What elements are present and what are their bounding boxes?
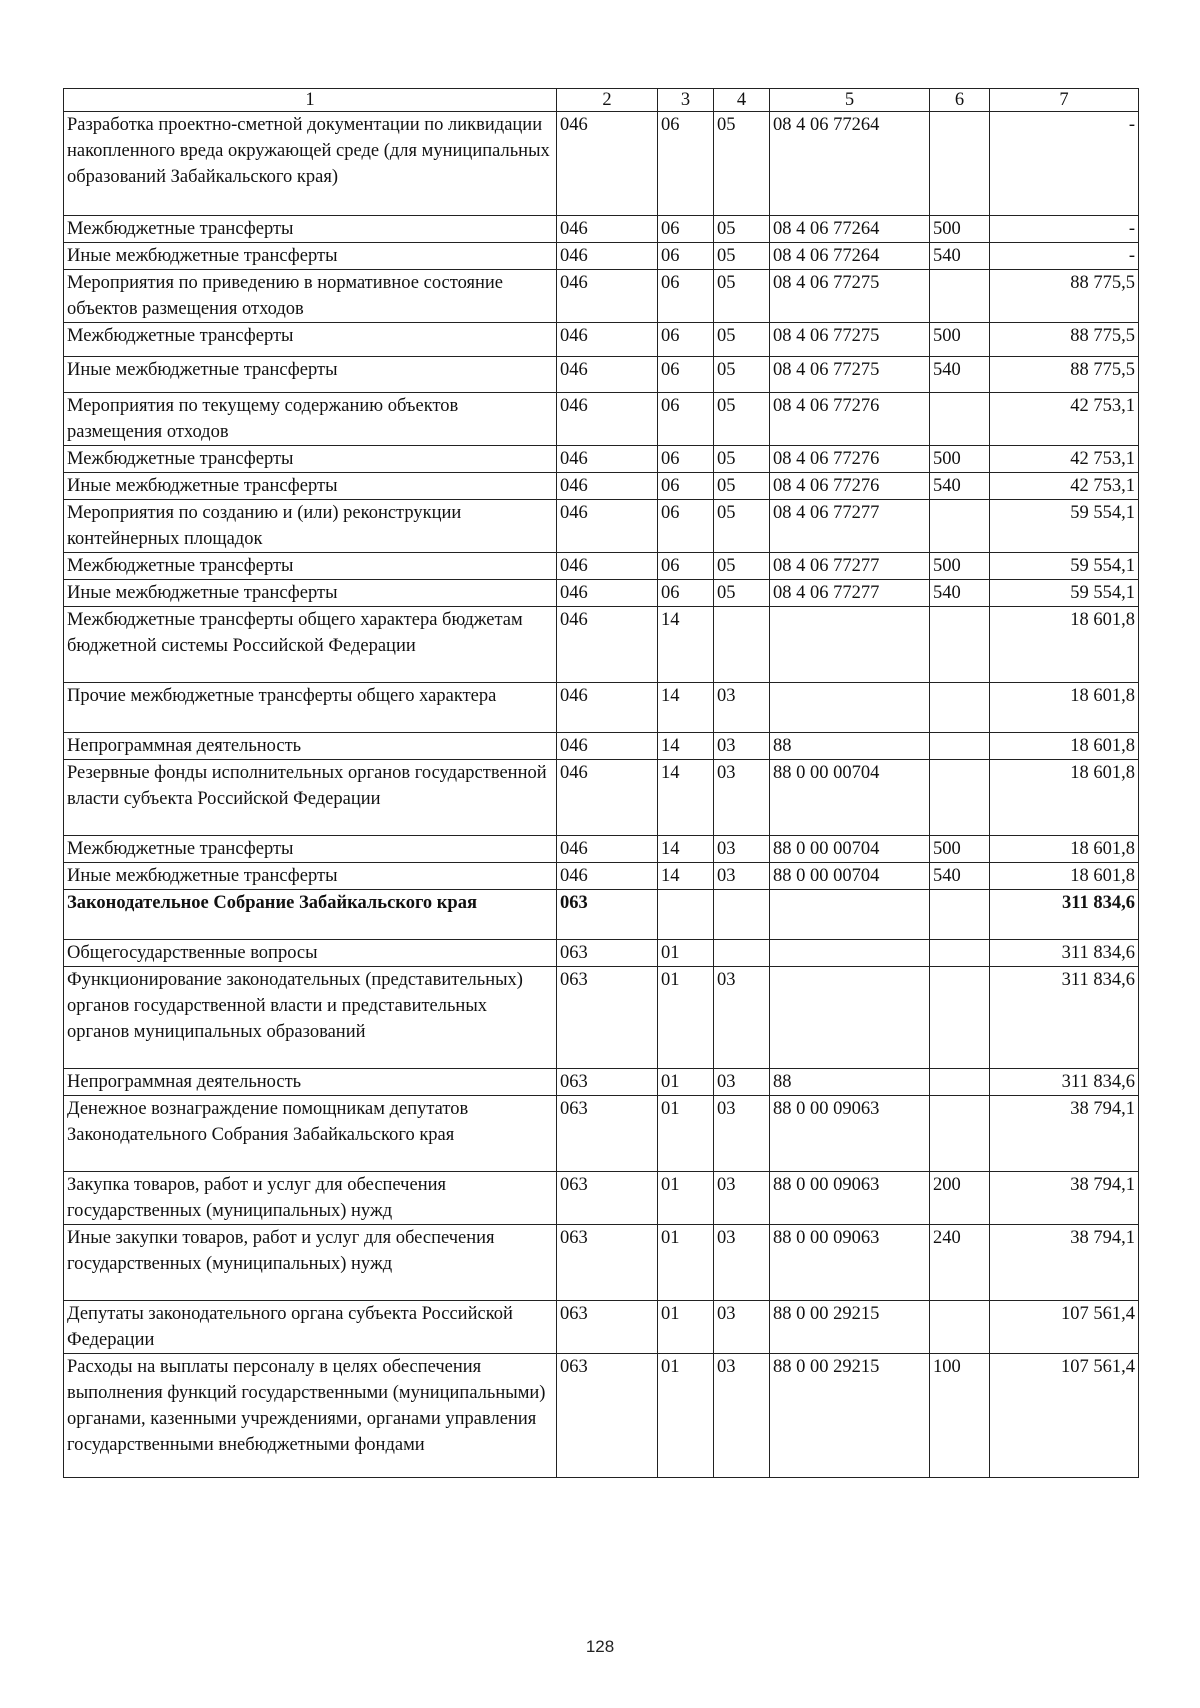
row-expense-type: 500: [930, 836, 990, 863]
row-expense-type: 500: [930, 553, 990, 580]
row-target-article: 08 4 06 77276: [770, 473, 930, 500]
table-row: [64, 1096, 1139, 1172]
row-expense-type: [930, 607, 990, 683]
row-section: 06: [658, 323, 714, 357]
row-amount: -: [990, 216, 1139, 243]
row-name: Иные межбюджетные трансферты: [64, 243, 557, 270]
row-section: 14: [658, 733, 714, 760]
row-name: Закупка товаров, работ и услуг для обеспечения государственных (муниципальных) нужд: [64, 1172, 557, 1225]
row-amount: -: [990, 112, 1139, 216]
column-header: 3: [658, 89, 714, 112]
row-name: Иные межбюджетные трансферты: [64, 580, 557, 607]
row-name: Иные межбюджетные трансферты: [64, 473, 557, 500]
table-row: [64, 473, 1139, 500]
row-target-article: 88 0 00 09063: [770, 1096, 930, 1172]
row-subsection: 05: [714, 243, 770, 270]
table-row: [64, 1225, 1139, 1301]
table-row: [64, 112, 1139, 216]
row-admin-code: 046: [557, 446, 658, 473]
row-section: 06: [658, 500, 714, 553]
row-admin-code: 063: [557, 1225, 658, 1301]
row-expense-type: [930, 112, 990, 216]
row-section: 01: [658, 1069, 714, 1096]
table-row: [64, 1069, 1139, 1096]
row-amount: 107 561,4: [990, 1301, 1139, 1354]
row-target-article: 08 4 06 77276: [770, 446, 930, 473]
row-section: 06: [658, 216, 714, 243]
row-target-article: [770, 683, 930, 733]
row-target-article: [770, 967, 930, 1069]
row-amount: -: [990, 243, 1139, 270]
row-expense-type: [930, 1069, 990, 1096]
row-admin-code: 046: [557, 112, 658, 216]
row-target-article: 08 4 06 77277: [770, 580, 930, 607]
table-row: [64, 760, 1139, 836]
row-name: Непрограммная деятельность: [64, 1069, 557, 1096]
row-target-article: 88 0 00 00704: [770, 863, 930, 890]
table-row: [64, 1172, 1139, 1225]
row-amount: 88 775,5: [990, 323, 1139, 357]
row-name: Непрограммная деятельность: [64, 733, 557, 760]
row-subsection: 03: [714, 1225, 770, 1301]
row-target-article: 08 4 06 77264: [770, 216, 930, 243]
row-amount: 38 794,1: [990, 1172, 1139, 1225]
row-section: 06: [658, 553, 714, 580]
row-amount: 42 753,1: [990, 393, 1139, 446]
table-row: [64, 1301, 1139, 1354]
row-subsection: 03: [714, 863, 770, 890]
table-row: [64, 836, 1139, 863]
table-row: [64, 270, 1139, 323]
row-admin-code: 063: [557, 1172, 658, 1225]
row-target-article: 88: [770, 733, 930, 760]
row-admin-code: 046: [557, 733, 658, 760]
row-subsection: 05: [714, 553, 770, 580]
row-expense-type: 540: [930, 580, 990, 607]
row-expense-type: [930, 683, 990, 733]
row-name: Депутаты законодательного органа субъекта Российской Федерации: [64, 1301, 557, 1354]
row-name: Межбюджетные трансферты: [64, 216, 557, 243]
row-amount: 38 794,1: [990, 1225, 1139, 1301]
row-subsection: 03: [714, 1354, 770, 1478]
row-amount: 311 834,6: [990, 940, 1139, 967]
row-expense-type: [930, 270, 990, 323]
row-section: 06: [658, 473, 714, 500]
row-target-article: 08 4 06 77264: [770, 243, 930, 270]
column-header: 2: [557, 89, 658, 112]
row-section: 14: [658, 836, 714, 863]
row-expense-type: 200: [930, 1172, 990, 1225]
row-admin-code: 046: [557, 836, 658, 863]
row-subsection: 05: [714, 112, 770, 216]
row-amount: 42 753,1: [990, 473, 1139, 500]
row-name: Мероприятия по приведению в нормативное состояние объектов размещения отходов: [64, 270, 557, 323]
row-subsection: 03: [714, 683, 770, 733]
row-subsection: 03: [714, 1172, 770, 1225]
row-name: Мероприятия по текущему содержанию объектов размещения отходов: [64, 393, 557, 446]
row-target-article: [770, 607, 930, 683]
row-section: 01: [658, 1301, 714, 1354]
row-expense-type: 540: [930, 357, 990, 393]
table-header-row: [64, 89, 1139, 112]
row-target-article: 88 0 00 29215: [770, 1354, 930, 1478]
row-section: 01: [658, 1096, 714, 1172]
row-section: 01: [658, 1172, 714, 1225]
row-subsection: 05: [714, 393, 770, 446]
table-row: [64, 323, 1139, 357]
row-admin-code: 063: [557, 890, 658, 940]
row-section: 06: [658, 270, 714, 323]
row-section: 01: [658, 967, 714, 1069]
row-amount: 18 601,8: [990, 836, 1139, 863]
row-section: 14: [658, 607, 714, 683]
row-admin-code: 063: [557, 1354, 658, 1478]
row-section: 06: [658, 580, 714, 607]
row-admin-code: 046: [557, 760, 658, 836]
row-admin-code: 046: [557, 323, 658, 357]
table-row: [64, 1354, 1139, 1478]
row-amount: 107 561,4: [990, 1354, 1139, 1478]
row-amount: 59 554,1: [990, 553, 1139, 580]
row-expense-type: [930, 500, 990, 553]
table-row: [64, 863, 1139, 890]
row-name: Межбюджетные трансферты общего характера бюджетам бюджетной системы Российской Федерации: [64, 607, 557, 683]
table-row: [64, 580, 1139, 607]
row-amount: 88 775,5: [990, 270, 1139, 323]
column-header: 1: [64, 89, 557, 112]
row-subsection: 05: [714, 323, 770, 357]
row-name: Разработка проектно-сметной документации по ликвидации накопленного вреда окружающей среде (для муниципальных образований Забайкальского края): [64, 112, 557, 216]
row-admin-code: 046: [557, 357, 658, 393]
table-row: [64, 393, 1139, 446]
page-number: 128: [585, 1637, 615, 1656]
table-row: [64, 500, 1139, 553]
row-subsection: 05: [714, 357, 770, 393]
row-expense-type: [930, 760, 990, 836]
budget-table: [63, 88, 1139, 1478]
row-expense-type: 540: [930, 243, 990, 270]
row-admin-code: 046: [557, 683, 658, 733]
row-section: 01: [658, 1225, 714, 1301]
row-name: Иные закупки товаров, работ и услуг для обеспечения государственных (муниципальных) нужд: [64, 1225, 557, 1301]
row-subsection: 03: [714, 836, 770, 863]
row-admin-code: 046: [557, 270, 658, 323]
row-expense-type: 100: [930, 1354, 990, 1478]
row-name: Законодательное Собрание Забайкальского края: [64, 890, 557, 940]
row-admin-code: 046: [557, 863, 658, 890]
row-admin-code: 046: [557, 553, 658, 580]
row-subsection: 05: [714, 270, 770, 323]
row-subsection: 05: [714, 216, 770, 243]
row-admin-code: 063: [557, 940, 658, 967]
row-target-article: 88 0 00 00704: [770, 836, 930, 863]
row-section: 01: [658, 940, 714, 967]
row-expense-type: [930, 393, 990, 446]
row-expense-type: 500: [930, 323, 990, 357]
row-target-article: 08 4 06 77275: [770, 357, 930, 393]
column-header: 5: [770, 89, 930, 112]
row-name: Иные межбюджетные трансферты: [64, 863, 557, 890]
row-name: Межбюджетные трансферты: [64, 553, 557, 580]
row-expense-type: 540: [930, 473, 990, 500]
row-section: 14: [658, 760, 714, 836]
table-row: [64, 216, 1139, 243]
row-admin-code: 063: [557, 1301, 658, 1354]
row-name: Межбюджетные трансферты: [64, 446, 557, 473]
row-expense-type: [930, 940, 990, 967]
row-amount: 18 601,8: [990, 683, 1139, 733]
row-target-article: [770, 940, 930, 967]
row-expense-type: 540: [930, 863, 990, 890]
table-row: [64, 243, 1139, 270]
row-name: Функционирование законодательных (представительных) органов государственной власти и представительных органов муниципальных образований: [64, 967, 557, 1069]
row-amount: 311 834,6: [990, 967, 1139, 1069]
row-target-article: 08 4 06 77277: [770, 500, 930, 553]
row-expense-type: [930, 890, 990, 940]
row-admin-code: 046: [557, 500, 658, 553]
row-target-article: 08 4 06 77275: [770, 323, 930, 357]
row-admin-code: 046: [557, 216, 658, 243]
row-target-article: 08 4 06 77264: [770, 112, 930, 216]
row-section: 01: [658, 1354, 714, 1478]
row-amount: 18 601,8: [990, 733, 1139, 760]
row-target-article: 88 0 00 29215: [770, 1301, 930, 1354]
row-target-article: 88 0 00 09063: [770, 1172, 930, 1225]
table-row: [64, 446, 1139, 473]
row-section: [658, 890, 714, 940]
row-subsection: [714, 607, 770, 683]
row-subsection: 05: [714, 473, 770, 500]
row-section: 06: [658, 393, 714, 446]
row-admin-code: 046: [557, 473, 658, 500]
row-subsection: 05: [714, 446, 770, 473]
row-subsection: [714, 890, 770, 940]
row-name: Межбюджетные трансферты: [64, 836, 557, 863]
row-amount: 18 601,8: [990, 863, 1139, 890]
table-row: [64, 890, 1139, 940]
row-section: 06: [658, 446, 714, 473]
row-expense-type: 500: [930, 216, 990, 243]
row-expense-type: [930, 967, 990, 1069]
row-amount: 18 601,8: [990, 760, 1139, 836]
row-subsection: [714, 940, 770, 967]
row-amount: 311 834,6: [990, 1069, 1139, 1096]
row-name: Мероприятия по созданию и (или) реконструкции контейнерных площадок: [64, 500, 557, 553]
table-row: [64, 967, 1139, 1069]
row-subsection: 03: [714, 967, 770, 1069]
row-subsection: 03: [714, 1069, 770, 1096]
row-section: 06: [658, 112, 714, 216]
table-row: [64, 940, 1139, 967]
row-expense-type: 500: [930, 446, 990, 473]
row-expense-type: [930, 1096, 990, 1172]
table-row: [64, 607, 1139, 683]
row-subsection: 03: [714, 733, 770, 760]
row-amount: 59 554,1: [990, 580, 1139, 607]
row-name: Общегосударственные вопросы: [64, 940, 557, 967]
row-subsection: 05: [714, 500, 770, 553]
row-name: Резервные фонды исполнительных органов государственной власти субъекта Российской Федерации: [64, 760, 557, 836]
row-subsection: 03: [714, 1096, 770, 1172]
column-header: 6: [930, 89, 990, 112]
row-name: Денежное вознаграждение помощникам депутатов Законодательного Собрания Забайкальского края: [64, 1096, 557, 1172]
row-target-article: 88: [770, 1069, 930, 1096]
table-row: [64, 357, 1139, 393]
table-row: [64, 683, 1139, 733]
row-amount: 311 834,6: [990, 890, 1139, 940]
row-section: 06: [658, 357, 714, 393]
column-header: 7: [990, 89, 1139, 112]
row-admin-code: 063: [557, 967, 658, 1069]
table-body: [64, 112, 1139, 1478]
row-expense-type: [930, 733, 990, 760]
table-row: [64, 553, 1139, 580]
row-name: Межбюджетные трансферты: [64, 323, 557, 357]
row-admin-code: 046: [557, 393, 658, 446]
row-section: 14: [658, 863, 714, 890]
row-amount: 38 794,1: [990, 1096, 1139, 1172]
row-amount: 59 554,1: [990, 500, 1139, 553]
row-name: Расходы на выплаты персоналу в целях обеспечения выполнения функций государственными (муниципальными) органами, казенными учреждениями, органами управления государственными внебюджетными фондами: [64, 1354, 557, 1478]
table-row: [64, 733, 1139, 760]
row-name: Иные межбюджетные трансферты: [64, 357, 557, 393]
row-admin-code: 046: [557, 243, 658, 270]
row-expense-type: [930, 1301, 990, 1354]
row-target-article: 08 4 06 77275: [770, 270, 930, 323]
row-target-article: [770, 890, 930, 940]
row-target-article: 08 4 06 77276: [770, 393, 930, 446]
row-admin-code: 063: [557, 1096, 658, 1172]
row-subsection: 03: [714, 760, 770, 836]
column-header: 4: [714, 89, 770, 112]
row-section: 06: [658, 243, 714, 270]
row-name: Прочие межбюджетные трансферты общего характера: [64, 683, 557, 733]
row-amount: 42 753,1: [990, 446, 1139, 473]
row-expense-type: 240: [930, 1225, 990, 1301]
row-target-article: 88 0 00 09063: [770, 1225, 930, 1301]
row-admin-code: 046: [557, 607, 658, 683]
row-subsection: 05: [714, 580, 770, 607]
row-target-article: 88 0 00 00704: [770, 760, 930, 836]
row-admin-code: 046: [557, 580, 658, 607]
row-target-article: 08 4 06 77277: [770, 553, 930, 580]
row-amount: 18 601,8: [990, 607, 1139, 683]
row-amount: 88 775,5: [990, 357, 1139, 393]
row-admin-code: 063: [557, 1069, 658, 1096]
row-subsection: 03: [714, 1301, 770, 1354]
row-section: 14: [658, 683, 714, 733]
